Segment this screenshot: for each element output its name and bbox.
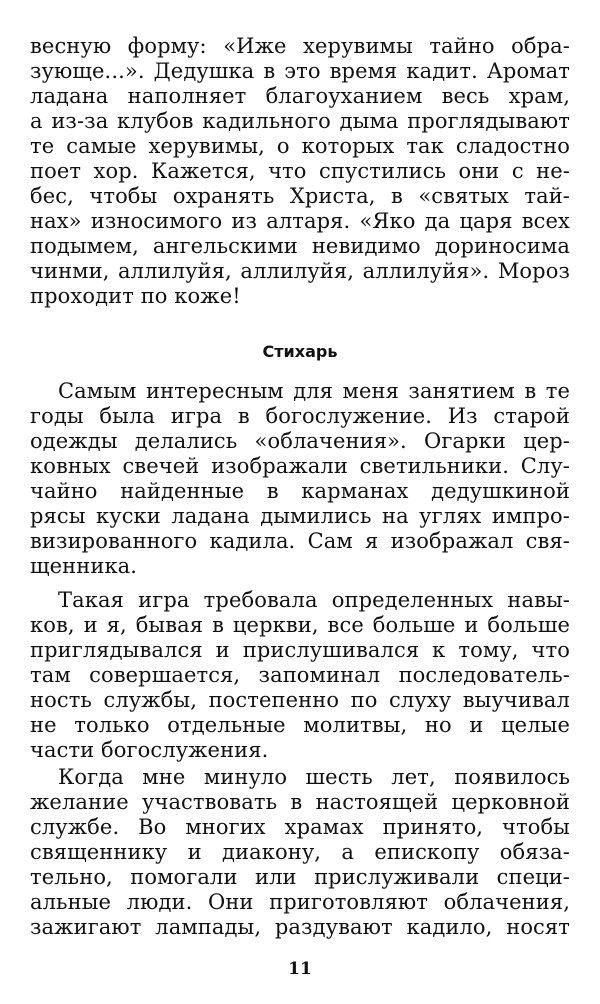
text-line: рясы куски ладана дымились на углях импро- <box>30 504 570 528</box>
text-line: бес, чтобы охранять Христа, в «святых тай- <box>30 184 570 208</box>
text-line: зующе...». Дедушка в это время кадит. Аромат <box>30 59 570 83</box>
text-line: Когда мне минуло шесть лет, появилось <box>58 765 570 789</box>
text-line: ков, и я, бывая в церкви, все больше и больше <box>30 613 570 637</box>
text-line: а из-за клубов кадильного дыма проглядывают <box>30 109 570 133</box>
text-line: Такая игра требовала определенных навы- <box>58 588 570 612</box>
paragraph-1 <box>30 34 570 309</box>
text-line: нах» износимого из алтаря. «Яко да царя всех <box>30 209 570 233</box>
text-line: годы была игра в богослужение. Из старой <box>30 404 570 428</box>
paragraph-4 <box>30 765 570 940</box>
text-line: чайно найденные в карманах дедушкиной <box>30 479 570 503</box>
text-line: одежды делались «облачения». Огарки цер- <box>30 429 570 453</box>
text-line: там совершается, запоминал последователь- <box>30 663 570 687</box>
text-line: подымем, ангельскими невидимо дориносима <box>30 234 570 258</box>
section-heading: Стихарь <box>262 342 338 361</box>
text-line: весную форму: «Иже херувимы тайно обра- <box>30 34 570 58</box>
text-line: проходит по коже! <box>30 284 241 308</box>
paragraph-3 <box>30 588 570 763</box>
text-line: визированного кадила. Сам я изображал свя- <box>30 529 570 553</box>
text-line: альные люди. Они приготовляют облачения, <box>30 890 570 914</box>
text-line: ладана наполняет благоуханием весь храм, <box>30 84 570 108</box>
text-line: ность службы, постепенно по слуху выучивал <box>30 688 570 712</box>
text-line: ковных свечей изображали светильники. Слу- <box>30 454 570 478</box>
text-line: Самым интересным для меня занятием в те <box>58 379 570 403</box>
text-line: те самые херувимы, о которых так сладостно <box>30 134 570 158</box>
page-number: 11 <box>288 959 312 979</box>
text-line: желание участвовать в настоящей церковной <box>30 790 570 814</box>
text-line: зажигают лампады, раздувают кадило, носят <box>30 915 570 939</box>
text-line: священнику и диакону, а епископу обяза- <box>30 840 570 864</box>
text-line: не только отдельные молитвы, но и целые <box>30 713 570 737</box>
text-line: чинми, аллилуйя, аллилуйя, аллилуйя». Мороз <box>30 259 570 283</box>
text-line: тельно, помогали или прислуживали специ- <box>30 865 570 889</box>
text-line: приглядывался и прислушивался к тому, что <box>30 638 570 662</box>
paragraph-2 <box>30 379 570 579</box>
text-line: части богослужения. <box>30 738 269 762</box>
text-line: поет хор. Кажется, что спустились они с не- <box>30 159 570 183</box>
text-line: службе. Во многих храмах принято, чтобы <box>30 815 570 839</box>
text-line: щенника. <box>30 554 138 578</box>
